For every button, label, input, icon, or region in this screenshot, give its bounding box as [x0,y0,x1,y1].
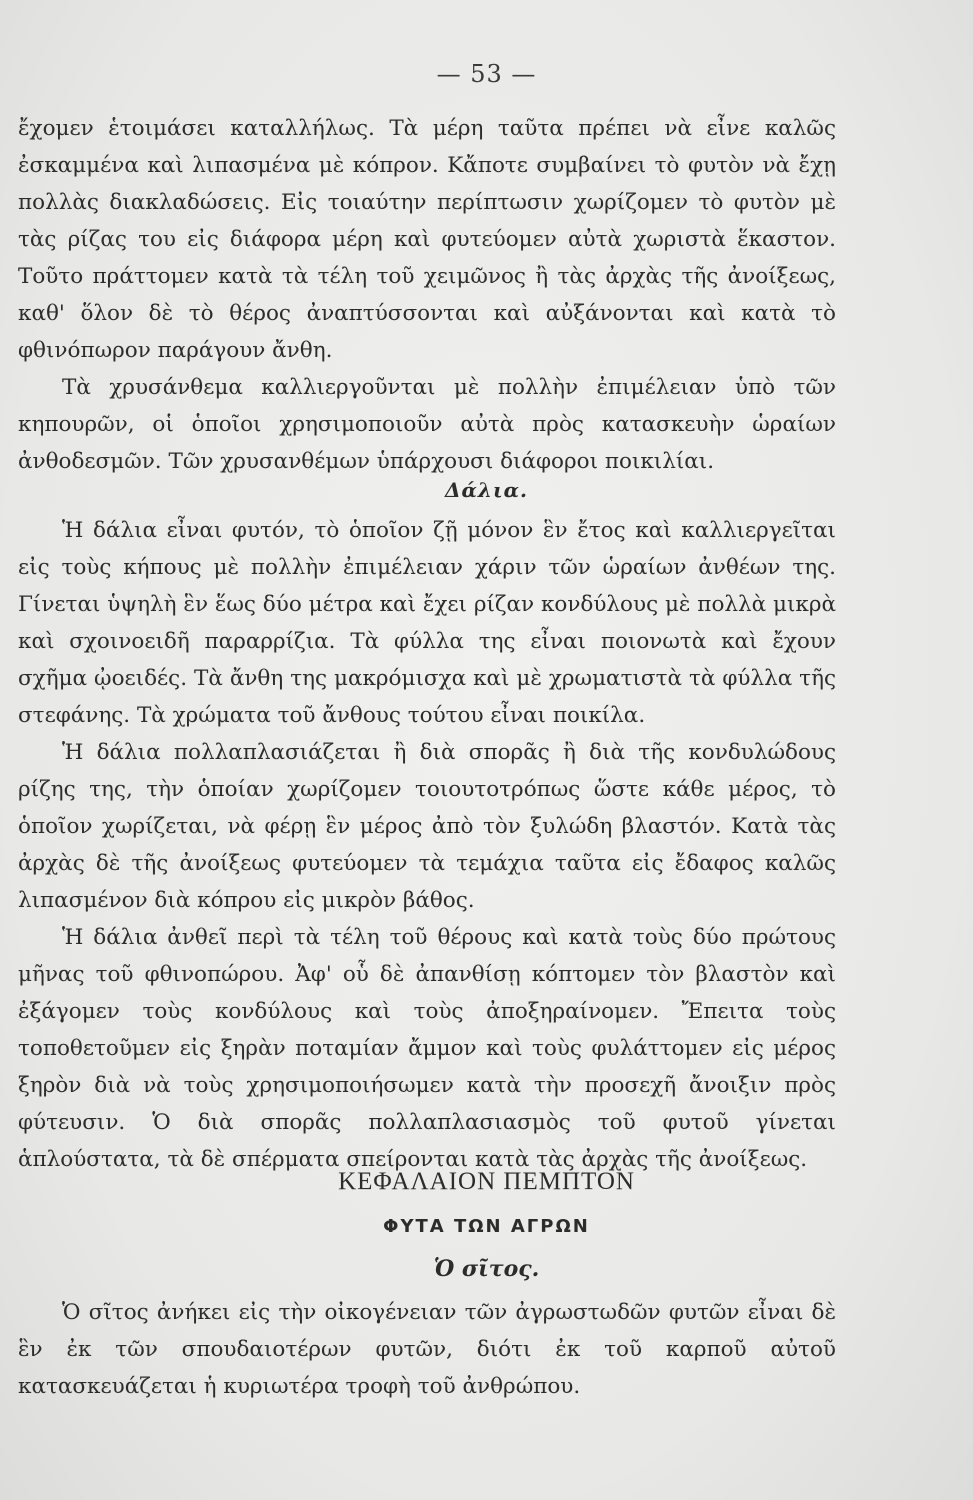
page-number: — 53 — [436,60,537,88]
body-text-sitos [18,1294,836,1405]
paragraph: Ἡ δάλια ἀνθεῖ περὶ τὰ τέλη τοῦ θέρους καὶ κατὰ τοὺς δύο πρώτους μῆνας τοῦ φθινοπώρου. Ἀφ' οὗ δὲ ἀπανθίσῃ κόπτομεν τὸν βλαστὸν καὶ ἐξάγομεν τοὺς κονδύλους καὶ τοὺς ἀποξηραίνομεν. Ἔπειτα τοὺς τοποθετοῦμεν εἰς ξηρὰν ποταμίαν ἄμμον καὶ τοὺς φυλάττομεν εἰς μέρος ξηρὸν διὰ νὰ τοὺς χρησιμοποιήσωμεν κατὰ τὴν προσεχῆ ἄνοιξιν πρὸς φύτευσιν. Ὁ διὰ σπορᾶς πολλαπλασιασμὸς τοῦ φυτοῦ γίνεται ἁπλούστατα, τὰ δὲ σπέρματα σπείρονται κατὰ τὰς ἀρχὰς τῆς ἀνοίξεως. [18,925,836,1172]
body-text-dalia [18,512,836,1178]
paragraph: Ἡ δάλια εἶναι φυτόν, τὸ ὁποῖον ζῇ μόνον ἓν ἔτος καὶ καλλιεργεῖται εἰς τοὺς κήπους μὲ πολλὴν ἐπιμέλειαν χάριν τῶν ὡραίων ἀνθέων της. Γίνεται ὑψηλὴ ἓν ἕως δύο μέτρα καὶ ἔχει ρίζαν κονδύλους μὲ πολλὰ μικρὰ καὶ σχοινοειδῆ παραρρίζια. Τὰ φύλλα της εἶναι ποιονωτὰ καὶ ἔχουν σχῆμα ᾠοειδές. Τὰ ἄνθη της μακρόμισχα καὶ μὲ χρωματιστὰ τὰ φύλλα τῆς στεφάνης. Τὰ χρώματα τοῦ ἄνθους τούτου εἶναι ποικίλα. [18,518,836,728]
chapter-title: ΚΕΦΑΛΑΙΟΝ ΠΕΜΠΤΟΝ [338,1168,635,1195]
paragraph: Ὁ σῖτος ἀνήκει εἰς τὴν οἰκογένειαν τῶν ἀγρωστωδῶν φυτῶν εἶναι δὲ ἓν ἐκ τῶν σπουδαιοτέρων φυτῶν, διότι ἐκ τοῦ καρποῦ αὐτοῦ κατασκευάζεται ἡ κυριωτέρα τροφὴ τοῦ ἀνθρώπου. [18,1300,836,1399]
chapter-subtitle: ΦΥΤΑ ΤΩΝ ΑΓΡΩΝ [383,1216,590,1237]
section-heading-sitos: Ὁ σῖτος. [433,1256,540,1282]
body-text-top [18,110,836,480]
paragraph: Τὰ χρυσάνθεμα καλλιεργοῦνται μὲ πολλὴν ἐπιμέλειαν ὑπὸ τῶν κηπουρῶν, οἱ ὁποῖοι χρησιμοποιοῦν αὐτὰ πρὸς κατασκευὴν ὡραίων ἀνθοδεσμῶν. Τῶν χρυσανθέμων ὑπάρχουσι διάφοροι ποικιλίαι. [18,375,836,474]
paragraph: Ἡ δάλια πολλαπλασιάζεται ἢ διὰ σπορᾶς ἢ διὰ τῆς κονδυλώδους ρίζης της, τὴν ὁποίαν χωρίζομεν τοιουτοτρόπως ὥστε κάθε μέρος, τὸ ὁποῖον χωρίζεται, νὰ φέρῃ ἓν μέρος ἀπὸ τὸν ξυλώδη βλαστόν. Κατὰ τὰς ἀρχὰς δὲ τῆς ἀνοίξεως φυτεύομεν τὰ τεμάχια ταῦτα εἰς ἔδαφος καλῶς λιπασμένον διὰ κόπρου εἰς μικρὸν βάθος. [18,740,836,913]
paragraph: ἔχομεν ἑτοιμάσει καταλλήλως. Τὰ μέρη ταῦτα πρέπει νὰ εἶνε καλῶς ἐσκαμμένα καὶ λιπασμένα μὲ κόπρον. Κἄποτε συμβαίνει τὸ φυτὸν νὰ ἔχῃ πολλὰς διακλαδώσεις. Εἰς τοιαύτην περίπτωσιν χωρίζομεν τὸ φυτὸν μὲ τὰς ρίζας του εἰς διάφορα μέρη καὶ φυτεύομεν αὐτὰ χωριστὰ ἕκαστον. Τοῦτο πράττομεν κατὰ τὰ τέλη τοῦ χειμῶνος ἢ τὰς ἀρχὰς τῆς ἀνοίξεως, καθ' ὅλον δὲ τὸ θέρος ἀναπτύσσονται καὶ αὐξάνονται καὶ κατὰ τὸ φθινόπωρον παράγουν ἄνθη. [18,116,836,363]
section-heading-dalia: Δάλια. [445,478,528,502]
